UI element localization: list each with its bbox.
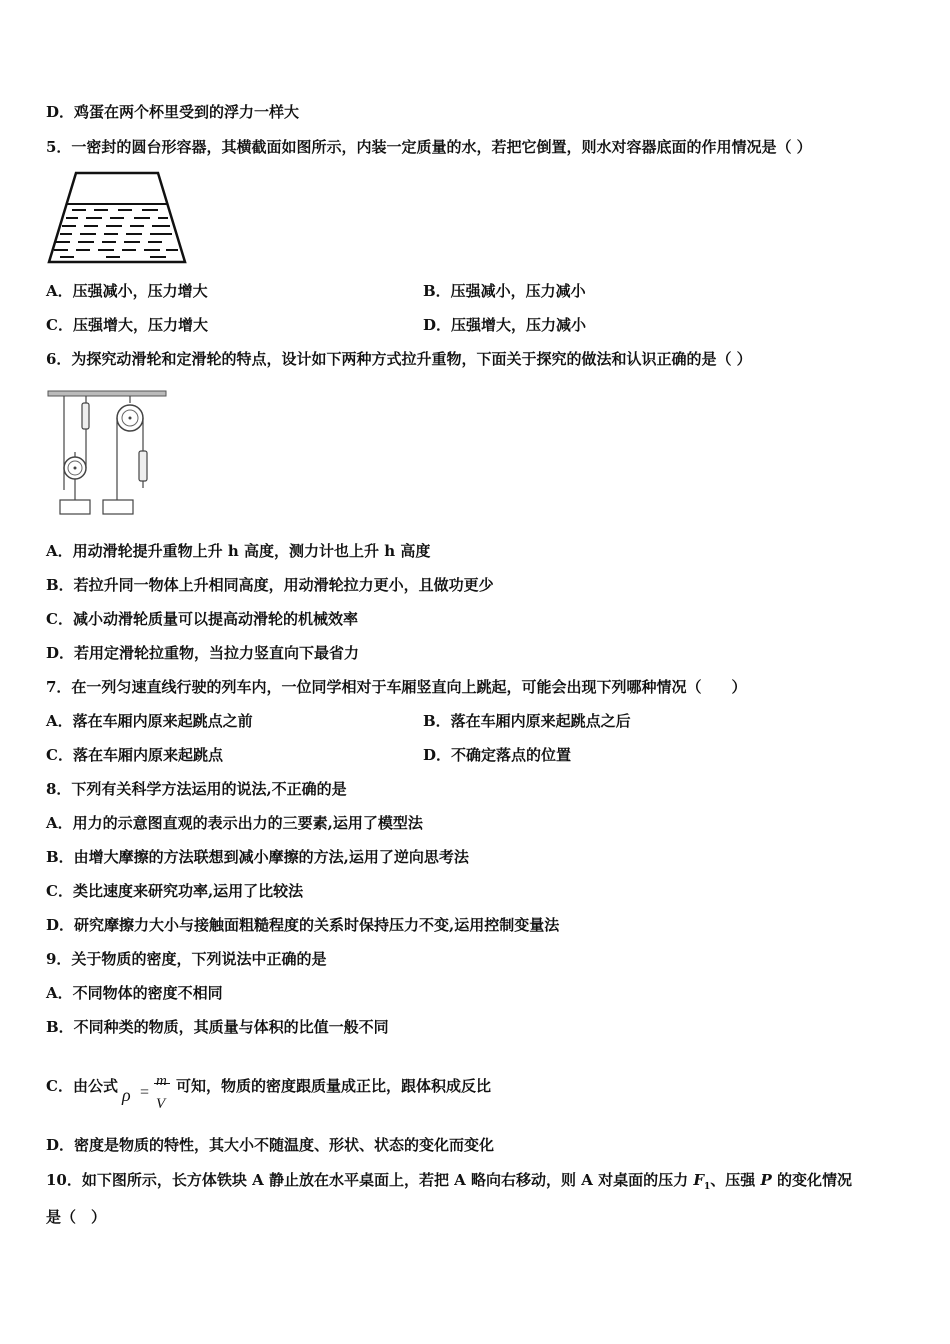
formula-numerator: m	[155, 1073, 167, 1089]
q7-option-b: B．落在车厢内原来起跳点之后	[423, 712, 631, 730]
q9-option-c-suffix: 可知，物质的密度跟质量成正比，跟体积成反比	[175, 1077, 491, 1095]
q6-option-a: A．用动滑轮提升重物上升 h 高度，测力计也上升 h 高度	[46, 542, 431, 560]
q10-force-symbol: F	[693, 1171, 705, 1189]
q7-option-a: A．落在车厢内原来起跳点之前	[46, 712, 253, 730]
q9-option-c	[46, 1066, 491, 1112]
q6-option-c: C．减小动滑轮质量可以提高动滑轮的机械效率	[46, 610, 358, 628]
q10-stem-part-2: 、压强	[710, 1171, 761, 1189]
q9-option-c-prefix: C．由公式	[46, 1077, 118, 1095]
q9-option-d: D．密度是物质的特性，其大小不随温度、形状、状态的变化而变化	[46, 1136, 495, 1154]
q9-option-b: B．不同种类的物质，其质量与体积的比值一般不同	[46, 1018, 389, 1036]
q6-stem: 6．为探究动滑轮和定滑轮的特点，设计如下两种方式拉升重物，下面关于探究的做法和认识正确的是（ ）	[46, 350, 752, 368]
q7-option-c: C．落在车厢内原来起跳点	[46, 746, 223, 764]
q7-stem: 7．在一列匀速直线行驶的列车内，一位同学相对于车厢竖直向上跳起，可能会出现下列哪种情况（ ）	[46, 678, 747, 696]
q5-option-d: D．压强增大，压力减小	[423, 316, 587, 334]
q5-options-row-1	[46, 281, 586, 301]
q8-option-c: C．类比速度来研究功率,运用了比较法	[46, 882, 304, 900]
q8-stem: 8．下列有关科学方法运用的说法,不正确的是	[46, 780, 347, 798]
q5-frustum-container-figure	[46, 170, 188, 268]
q5-option-a: A．压强减小，压力增大	[46, 282, 208, 300]
q10-stem-line-2: 是（ ）	[46, 1208, 107, 1226]
q5-options-row-2	[46, 315, 587, 335]
q5-option-c: C．压强增大，压力增大	[46, 316, 208, 334]
q7-options-row-1	[46, 711, 631, 731]
q10-stem-part-3: 的变化情况	[771, 1171, 853, 1189]
q8-option-d: D．研究摩擦力大小与接触面粗糙程度的关系时保持压力不变,运用控制变量法	[46, 916, 560, 934]
formula-rho: ρ	[121, 1085, 131, 1105]
density-formula	[118, 1067, 176, 1112]
q9-stem: 9．关于物质的密度，下列说法中正确的是	[46, 950, 327, 968]
q4-option-d: D．鸡蛋在两个杯里受到的浮力一样大	[46, 103, 300, 121]
q10-stem-line-1	[46, 1170, 852, 1197]
q5-stem: 5．一密封的圆台形容器，其横截面如图所示，内装一定质量的水，若把它倒置，则水对容器底面的作用情况是（ ）	[46, 138, 812, 156]
q8-option-b: B．由增大摩擦的方法联想到减小摩擦的方法,运用了逆向思考法	[46, 848, 469, 866]
q7-options-row-2	[46, 745, 572, 765]
q10-stem-part-1: 10．如下图所示，长方体铁块 A 静止放在水平桌面上，若把 A 略向右移动，则 A 对桌面的压力	[46, 1171, 694, 1189]
q8-option-a: A．用力的示意图直观的表示出力的三要素,运用了模型法	[46, 814, 423, 832]
q6-option-d: D．若用定滑轮拉重物，当拉力竖直向下最省力	[46, 644, 360, 662]
formula-denominator: V	[155, 1096, 166, 1112]
q9-option-a: A．不同物体的密度不相同	[46, 984, 223, 1002]
q10-force-subscript: 1	[704, 1182, 711, 1192]
q5-option-b: B．压强减小，压力减小	[423, 282, 586, 300]
q7-option-d: D．不确定落点的位置	[423, 746, 572, 764]
q6-pulley-setup-figure	[46, 388, 168, 518]
q6-option-b: B．若拉升同一物体上升相同高度，用动滑轮拉力更小，且做功更少	[46, 576, 494, 594]
formula-equals: =	[139, 1084, 149, 1101]
q10-pressure-symbol: P	[760, 1171, 772, 1189]
